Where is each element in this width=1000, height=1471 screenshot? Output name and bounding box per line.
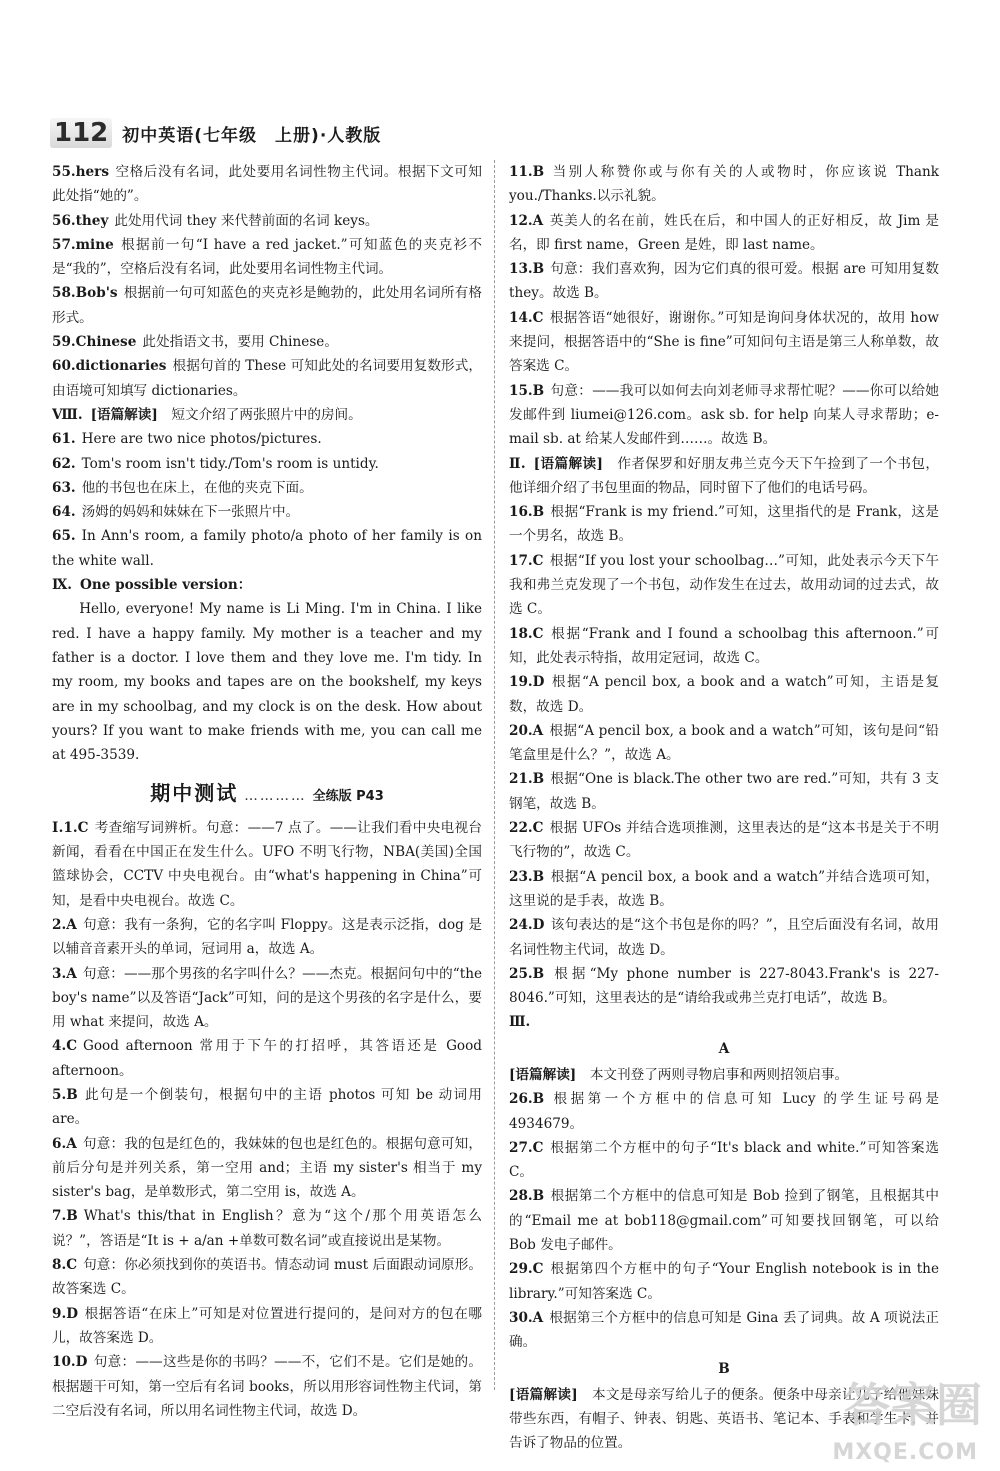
answer-number: 58.Bob's — [52, 285, 118, 302]
answer-explanation: 句意：我们喜欢狗，因为它们真的很可爱。根据 are 可知用复数 they。故选 B。 — [509, 261, 939, 302]
answer-item — [52, 1302, 482, 1351]
answer-explanation: 空格后没有名词，此处要用名词性物主代词。根据下文可知此处指“她的”。 — [52, 164, 482, 205]
answer-item — [52, 1083, 482, 1132]
answer-explanation: 根据答语“在床上”可知是对位置进行提问的，是问对方的包在哪儿，故答案选 D。 — [52, 1305, 482, 1346]
answer-explanation: 句意：我有一条狗，它的名字叫 Floppy。这是表示泛指，dog 是以辅音音素开头的单词，冠词用 a，故选 A。 — [52, 916, 482, 958]
answer-item — [509, 160, 939, 209]
answer-item — [52, 1204, 482, 1253]
answer-explanation: 根据句首的 These 可知此处的名词要用复数形式，由语境可知填写 dictionaries。 — [52, 358, 482, 399]
answer-number: 29.C — [509, 1261, 544, 1278]
sample-essay: Hello, everyone! My name is Li Ming. I'm in China. I like red. I have a happy family. My mother is a teacher and my father is a doctor. I love them and they love me. I'm tidy. In my room, my books and tapes are on the bookshelf, my keys are in my schoolbag, and my clock is on the desk. How about yours? If you want to make friends with me, you can call me at 495-3539. — [52, 601, 482, 764]
answer-item — [52, 233, 482, 282]
answer-item — [509, 622, 939, 671]
answer-number: 3.A — [52, 965, 77, 982]
answer-explanation: In Ann's room, a family photo/a photo of her family is on the white wall. — [52, 528, 482, 569]
answer-explanation: 根据“A pencil box, a book and a watch”并结合选项可知，这里说的是手表，故选 B。 — [509, 868, 939, 909]
answer-explanation: 根据“Frank is my friend.”可知，这里指代的是 Frank，这是一个男名，故选 B。 — [509, 504, 939, 545]
answer-explanation: 根据第二个方框中的信息可知是 Bob 捡到了钢笔，且根据其中的“Email me at bob118@gmail.com”可知要找回钢笔，可以给 Bob 发电子邮件。 — [509, 1188, 939, 1254]
answer-explanation: Tom's room isn't tidy./Tom's room is untidy. — [81, 455, 379, 472]
answer-item — [52, 1034, 482, 1083]
answer-item — [52, 354, 482, 403]
section-2-header: Ⅱ. [语篇解读] 作者保罗和好朋友弗兰克今天下午捡到了一个书包，他详细介绍了书包里面的物品，同时留下了他们的电话号码。 — [509, 455, 940, 496]
answer-number: Ⅰ.1.C — [52, 819, 89, 836]
part-b-letter: B — [718, 1360, 730, 1377]
answer-number: 12.A — [509, 212, 544, 229]
answer-explanation: 根据“A pencil box, a book and a watch”可知，主语是复数，故选 D。 — [509, 674, 939, 715]
answer-item — [509, 379, 939, 452]
answer-number: 7.B — [52, 1208, 78, 1225]
answer-explanation: 当别人称赞你或与你有关的人或物时，你应该说 Thank you./Thanks.以示礼貌。 — [509, 164, 939, 205]
answer-explanation: 根据“My phone number is 227-8043.Frank's is 227-8046.”可知，这里表达的是“请给我或弗兰克打电话”，故选 B。 — [509, 965, 939, 1007]
answer-number: 57.mine — [52, 236, 114, 253]
answer-number: 24.D — [509, 917, 545, 934]
answer-item — [52, 452, 482, 476]
answer-item — [52, 1350, 482, 1423]
answer-number: 17.C — [509, 552, 544, 569]
answer-explanation: 此处用代词 they 来代替前面的名词 keys。 — [114, 212, 379, 229]
section-b-header: [语篇解读] 本文是母亲写给儿子的便条。便条中母亲让儿子给他妹妹带些东西，有帽子、钟表、钥匙、英语书、笔记本、手表和学生卡，并告诉了物品的位置。 — [509, 1386, 940, 1452]
answer-number: 16.B — [509, 504, 545, 521]
answer-item — [52, 962, 482, 1035]
answer-item — [509, 767, 939, 816]
answer-list-26-30 — [509, 1087, 939, 1354]
answer-number: 65. — [52, 528, 76, 545]
answer-number: 5.B — [52, 1086, 78, 1103]
answer-item — [509, 209, 939, 258]
answer-list-61-65 — [52, 427, 482, 573]
answer-explanation: 他的书包也在床上，在他的夹克下面。 — [81, 479, 313, 496]
answer-list-16-25 — [509, 500, 939, 1010]
answer-explanation: 考查缩写词辨析。句意：——7 点了。——让我们看中央电视台新闻，看看在中国正在发生什么。UFO 不明飞行物，NBA(美国)全国篮球协会，CCTV 中央电视台。由“what's happening in China”可知，是看中央电视台。故选 C。 — [52, 819, 482, 909]
answer-item — [52, 913, 482, 962]
answer-item — [509, 306, 939, 379]
answer-item — [509, 549, 939, 622]
section-8-header: Ⅷ. [语篇解读] 短文介绍了两张照片中的房间。 — [52, 406, 362, 423]
answer-number: 15.B — [509, 382, 545, 399]
answer-number: 59.Chinese — [52, 334, 137, 351]
answer-explanation: 英美人的名在前，姓氏在后，和中国人的正好相反，故 Jim 是名，即 first name，Green 是姓，即 last name。 — [509, 212, 939, 253]
midterm-title: 期中测试 — [150, 781, 239, 806]
column-divider — [494, 160, 495, 1390]
answer-item — [52, 330, 482, 354]
answer-number: 30.A — [509, 1309, 544, 1326]
answer-list-55-60 — [52, 160, 482, 403]
answer-explanation: 根据第四个方框中的句子“Your English notebook is in the library.”可知答案选 C。 — [509, 1261, 939, 1302]
answer-number: 8.C — [52, 1257, 78, 1274]
left-column — [52, 160, 482, 1423]
answer-number: 19.D — [509, 674, 545, 691]
answer-item — [52, 160, 482, 209]
midterm-page-ref: 全练版 P43 — [312, 789, 384, 805]
answer-list-11-15 — [509, 160, 939, 452]
answer-item — [509, 1257, 939, 1306]
answer-explanation: 根据前一句“I have a red jacket.”可知蓝色的夹克衫不是“我的”，空格后没有名词，此处要用名词性物主代词。 — [52, 236, 482, 278]
answer-number: 23.B — [509, 868, 545, 885]
answer-list-1-10 — [52, 816, 482, 1423]
answer-number: 26.B — [509, 1091, 545, 1108]
page-header — [50, 118, 381, 148]
answer-item — [52, 281, 482, 330]
answer-item — [509, 719, 939, 768]
answer-number: 6.A — [52, 1135, 77, 1152]
answer-explanation: 根据第一个方框中的信息可知 Lucy 的学生证号码是 4934679。 — [509, 1091, 939, 1132]
answer-number: 21.B — [509, 771, 545, 788]
midterm-heading — [52, 781, 482, 809]
answer-item — [52, 1253, 482, 1302]
answer-explanation: 根据“A pencil box, a book and a watch”可知，该句是问“铅笔盒里是什么？”，故选 A。 — [509, 722, 939, 764]
answer-explanation: 根据“If you lost your schoolbag…”可知，此处表示今天下午我和弗兰克发现了一个书包，动作发生在过去，故用动词的过去式，故选 C。 — [509, 552, 939, 618]
part-a-letter: A — [718, 1040, 730, 1057]
answer-number: 60.dictionaries — [52, 358, 167, 375]
answer-number: 25.B — [509, 965, 545, 982]
answer-item — [52, 476, 482, 500]
watermark-logo: 答案圈 — [844, 1378, 982, 1432]
answer-explanation: 该句表达的是“这个书包是你的吗？”，且空后面没有名词，故用名词性物主代词，故选 D。 — [509, 917, 939, 958]
answer-number: 9.D — [52, 1305, 78, 1322]
answer-explanation: Here are two nice photos/pictures. — [81, 431, 322, 448]
answer-explanation: 句意：你必须找到你的英语书。情态动词 must 后面跟动词原形。故答案选 C。 — [52, 1257, 482, 1298]
watermark-url: MXQE.COM — [832, 1440, 978, 1465]
answer-explanation: 根据“One is black.The other two are red.”可知，共有 3 支钢笔，故选 B。 — [509, 771, 939, 812]
answer-number: 56.they — [52, 212, 109, 229]
page-number: 112 — [50, 118, 112, 148]
answer-number: 2.A — [52, 916, 77, 933]
answer-number: 11.B — [509, 164, 545, 180]
answer-explanation: 根据答语“她很好，谢谢你。”可知是询问身体状况的，故用 how 来提问，根据答语中的“She is fine”可知问句主语是第三人称单数，故答案选 C。 — [509, 309, 939, 375]
answer-item — [509, 1184, 939, 1257]
answer-item — [509, 257, 939, 306]
right-column — [509, 160, 939, 1456]
book-title: 初中英语(七年级 上册)·人教版 — [122, 125, 382, 146]
answer-item — [509, 1306, 939, 1355]
answer-explanation: 句意：——这些是你的书吗？——不，它们不是。它们是她的。根据题干可知，第一空后有名词 books，所以用形容词性物主代词，第二空后没有名词，所以用名词性物主代词，故选 D。 — [52, 1354, 482, 1419]
answer-item — [52, 816, 482, 913]
answer-item — [509, 913, 939, 962]
answer-item — [509, 1136, 939, 1185]
answer-item — [509, 1087, 939, 1136]
answer-explanation: 此句是一个倒装句，根据句中的主语 photos 可知 be 动词用 are。 — [52, 1086, 482, 1128]
answer-explanation: 根据“Frank and I found a schoolbag this afternoon.”可知，此处表示特指，故用定冠词，故选 C。 — [509, 625, 939, 666]
answer-number: 63. — [52, 479, 76, 496]
answer-explanation: What's this/that in English？意为“这个/那个用英语怎么说？”，答语是“It is + a/an +单数可数名词”或直接说出是某物。 — [52, 1208, 482, 1249]
answer-item — [52, 524, 482, 573]
section-3-header: [语篇解读] 本文刊登了两则寻物启事和两则招领启事。 — [509, 1066, 849, 1083]
section-9-header: Ⅸ. One possible version： — [52, 577, 252, 594]
answer-explanation: 此处指语文书，要用 Chinese。 — [142, 334, 338, 351]
answer-item — [509, 670, 939, 719]
answer-item — [509, 962, 939, 1011]
answer-item — [509, 865, 939, 914]
answer-item — [52, 427, 482, 451]
answer-number: 22.C — [509, 820, 544, 837]
answer-number: 20.A — [509, 722, 544, 739]
answer-number: 55.hers — [52, 164, 109, 180]
leader-dots: ………… — [244, 788, 307, 805]
answer-item — [509, 500, 939, 549]
answer-number: 10.D — [52, 1354, 88, 1371]
answer-explanation: 句意：——我可以如何去向刘老师寻求帮忙呢？——你可以给她发邮件到 liumei@126.com。ask sb. for help 向某人寻求帮助；e-mail sb. at 给某人发邮件到……。故选 B。 — [509, 382, 939, 448]
answer-explanation: 根据前一句可知蓝色的夹克衫是鲍勃的，此处用名词所有格形式。 — [52, 285, 482, 326]
answer-item — [52, 1132, 482, 1205]
answer-item — [52, 500, 482, 524]
answer-number: 14.C — [509, 309, 544, 326]
answer-explanation: 根据第三个方框中的信息可知是 Gina 丢了词典。故 A 项说法正确。 — [509, 1309, 939, 1351]
answer-item — [52, 209, 482, 233]
answer-explanation: Good afternoon 常用于下午的打招呼，其答语还是 Good afternoon。 — [52, 1038, 482, 1079]
answer-number: 27.C — [509, 1139, 544, 1156]
answer-explanation: 句意：我的包是红色的，我妹妹的包也是红色的。根据句意可知，前后分句是并列关系，第一空用 and；主语 my sister's 相当于 my sister's bag，是单数形式，第二空用 is，故选 A。 — [52, 1135, 482, 1201]
section-3-tag: Ⅲ. — [509, 1014, 531, 1031]
answer-number: 13.B — [509, 261, 545, 278]
answer-explanation: 根据 UFOs 并结合选项推测，这里表达的是“这本书是关于不明飞行物的”，故选 C。 — [509, 820, 939, 861]
answer-explanation: 汤姆的妈妈和妹妹在下一张照片中。 — [81, 504, 300, 521]
answer-explanation: 句意：——那个男孩的名字叫什么？——杰克。根据问句中的“the boy's name”以及答语“Jack”可知，问的是这个男孩的名字是什么，要用 what 来提问，故选 A。 — [52, 965, 482, 1031]
answer-number: 62. — [52, 455, 76, 472]
answer-number: 61. — [52, 431, 76, 448]
answer-number: 4.C — [52, 1038, 78, 1055]
answer-number: 28.B — [509, 1188, 545, 1205]
answer-item — [509, 816, 939, 865]
answer-number: 64. — [52, 504, 76, 521]
answer-explanation: 根据第二个方框中的句子“It's black and white.”可知答案选 C。 — [509, 1139, 939, 1181]
answer-number: 18.C — [509, 625, 544, 642]
